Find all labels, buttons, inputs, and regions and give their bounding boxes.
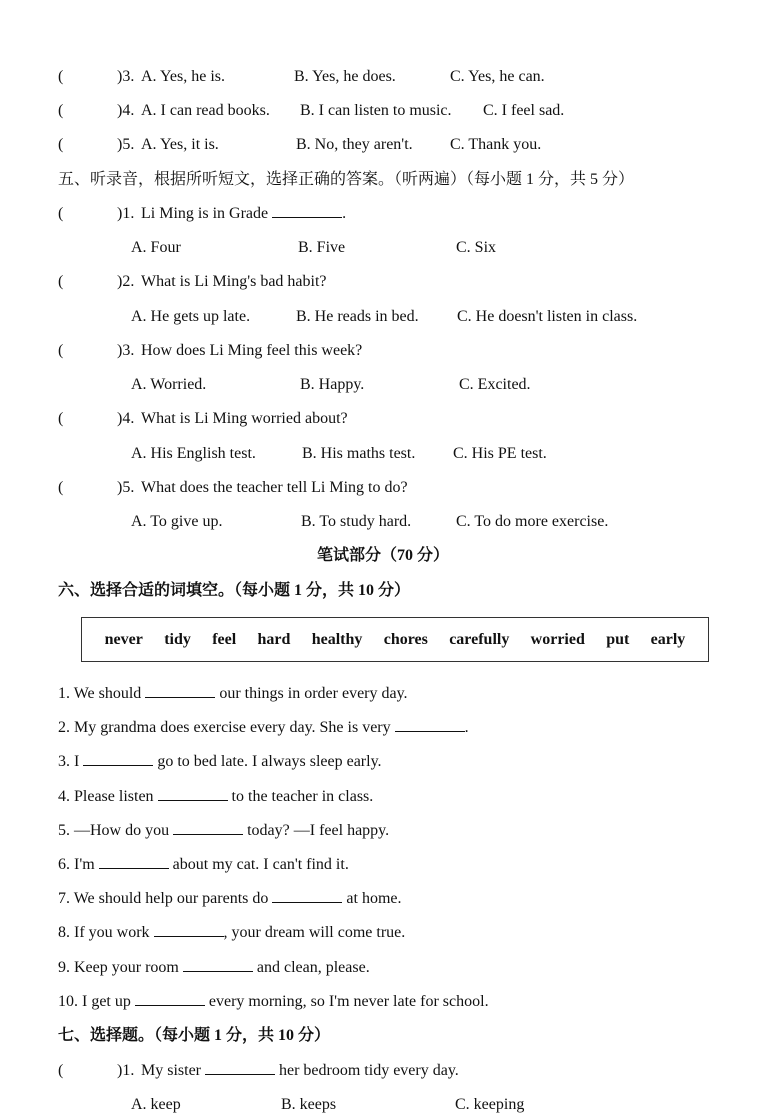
option-c: C. keeping: [455, 1096, 525, 1113]
option-a: A. To give up.: [131, 513, 223, 530]
section-heading: 六、选择合适的词填空。（每小题 1 分，共 10 分）: [58, 582, 411, 599]
item-text-before: 4. Please listen: [58, 788, 154, 805]
option-b: B. No, they aren't.: [296, 136, 413, 153]
question-stem: What is Li Ming worried about?: [141, 410, 348, 427]
answer-blank[interactable]: [183, 957, 253, 972]
option-b: B. He reads in bed.: [296, 308, 419, 325]
item-text-before: 9. Keep your room: [58, 959, 179, 976]
question-stem: What does the teacher tell Li Ming to do?: [141, 479, 408, 496]
question-number: )1.: [117, 1062, 135, 1079]
answer-paren: (: [58, 68, 64, 85]
word-bank-word: put: [606, 630, 630, 648]
item-text-before: 10. I get up: [58, 993, 131, 1010]
item-text-after: to the teacher in class.: [231, 788, 374, 805]
answer-blank[interactable]: [145, 683, 215, 698]
question-stem: What is Li Ming's bad habit?: [141, 273, 327, 290]
question-number: )5.: [117, 479, 135, 496]
item-text-after: our things in order every day.: [219, 685, 408, 702]
stem-end: her bedroom tidy every day.: [279, 1062, 459, 1079]
item-text-after: , your dream will come true.: [223, 924, 406, 941]
fill-blank-item: [58, 888, 401, 910]
fill-blank-item: [58, 683, 408, 705]
option-c: C. Yes, he can.: [450, 68, 545, 85]
option-a: A. Worried.: [131, 376, 207, 393]
option-c: C. Six: [456, 239, 497, 256]
word-bank-word: never: [104, 630, 143, 648]
answer-blank[interactable]: [83, 751, 153, 766]
section-heading: 五、听录音，根据所听短文，选择正确的答案。（听两遍）（每小题 1 分，共 5 分）: [58, 171, 635, 188]
section-heading: 七、选择题。（每小题 1 分，共 10 分）: [58, 1027, 331, 1044]
option-a: A. His English test.: [131, 445, 256, 462]
word-bank-word: early: [650, 630, 686, 648]
option-a: A. I can read books.: [141, 102, 270, 119]
fill-blank-item: [58, 854, 349, 876]
item-text-after: go to bed late. I always sleep early.: [157, 753, 382, 770]
option-b: B. His maths test.: [302, 445, 416, 462]
answer-blank[interactable]: [395, 717, 465, 732]
answer-blank[interactable]: [135, 991, 205, 1006]
question-stem: How does Li Ming feel this week?: [141, 342, 363, 359]
option-c: C. He doesn't listen in class.: [457, 308, 638, 325]
item-text-before: 7. We should help our parents do: [58, 890, 269, 907]
question-stem: [141, 203, 346, 225]
word-bank-word: chores: [383, 630, 428, 648]
answer-blank[interactable]: [272, 203, 342, 218]
fill-blank-item: [58, 717, 469, 739]
word-bank-word: worried: [530, 630, 585, 648]
word-bank-word: hard: [257, 630, 291, 648]
answer-paren: (: [58, 136, 64, 153]
item-text-before: 8. If you work: [58, 924, 150, 941]
item-text-after: at home.: [346, 890, 402, 907]
question-number: )2.: [117, 273, 135, 290]
stem-end: .: [342, 205, 347, 222]
answer-paren: (: [58, 479, 64, 496]
option-c: C. To do more exercise.: [456, 513, 609, 530]
fill-blank-item: [58, 957, 370, 979]
option-c: C. I feel sad.: [483, 102, 565, 119]
answer-blank[interactable]: [205, 1060, 275, 1075]
item-text-before: 3. I: [58, 753, 80, 770]
option-a: A. He gets up late.: [131, 308, 251, 325]
option-c: C. His PE test.: [453, 445, 547, 462]
answer-paren: (: [58, 273, 64, 290]
item-text-before: 1. We should: [58, 685, 142, 702]
answer-blank[interactable]: [173, 820, 243, 835]
fill-blank-item: [58, 922, 405, 944]
option-b: B. To study hard.: [301, 513, 412, 530]
question-number: )4.: [117, 102, 135, 119]
item-text-before: 5. —How do you: [58, 822, 170, 839]
answer-blank[interactable]: [272, 888, 342, 903]
word-bank-word: healthy: [311, 630, 363, 648]
option-a: A. keep: [131, 1096, 181, 1113]
option-a: A. Four: [131, 239, 181, 256]
option-b: B. I can listen to music.: [300, 102, 452, 119]
fill-blank-item: [58, 991, 489, 1013]
fill-blank-item: [58, 786, 373, 808]
item-text-after: today? —I feel happy.: [247, 822, 390, 839]
question-number: )1.: [117, 205, 135, 222]
word-bank: [81, 617, 709, 662]
answer-blank[interactable]: [158, 786, 228, 801]
item-text-after: about my cat. I can't find it.: [172, 856, 349, 873]
option-b: B. keeps: [281, 1096, 337, 1113]
answer-paren: (: [58, 102, 64, 119]
word-bank-word: feel: [212, 630, 237, 648]
stem-text: Li Ming is in Grade: [141, 205, 269, 222]
item-text-before: 2. My grandma does exercise every day. She is very: [58, 719, 391, 736]
question-number: )3.: [117, 342, 135, 359]
question-stem: [141, 1060, 459, 1082]
option-b: B. Yes, he does.: [294, 68, 396, 85]
option-c: C. Excited.: [459, 376, 531, 393]
item-text-before: 6. I'm: [58, 856, 95, 873]
stem-text: My sister: [141, 1062, 201, 1079]
question-number: )4.: [117, 410, 135, 427]
option-b: B. Five: [298, 239, 346, 256]
word-bank-word: carefully: [449, 630, 510, 648]
answer-blank[interactable]: [154, 922, 224, 937]
option-c: C. Thank you.: [450, 136, 542, 153]
answer-paren: (: [58, 1062, 64, 1079]
answer-paren: (: [58, 342, 64, 359]
fill-blank-item: [58, 751, 382, 773]
option-a: A. Yes, he is.: [141, 68, 226, 85]
answer-paren: (: [58, 410, 64, 427]
item-text-after: every morning, so I'm never late for school.: [208, 993, 489, 1010]
option-a: A. Yes, it is.: [141, 136, 219, 153]
question-number: )3.: [117, 68, 135, 85]
answer-paren: (: [58, 205, 64, 222]
answer-blank[interactable]: [99, 854, 169, 869]
item-text-after: and clean, please.: [256, 959, 370, 976]
word-bank-word: tidy: [164, 630, 191, 648]
fill-blank-item: [58, 820, 389, 842]
option-b: B. Happy.: [300, 376, 365, 393]
question-number: )5.: [117, 136, 135, 153]
item-text-after: .: [464, 719, 469, 736]
part-title: 笔试部分（70 分）: [316, 547, 449, 564]
